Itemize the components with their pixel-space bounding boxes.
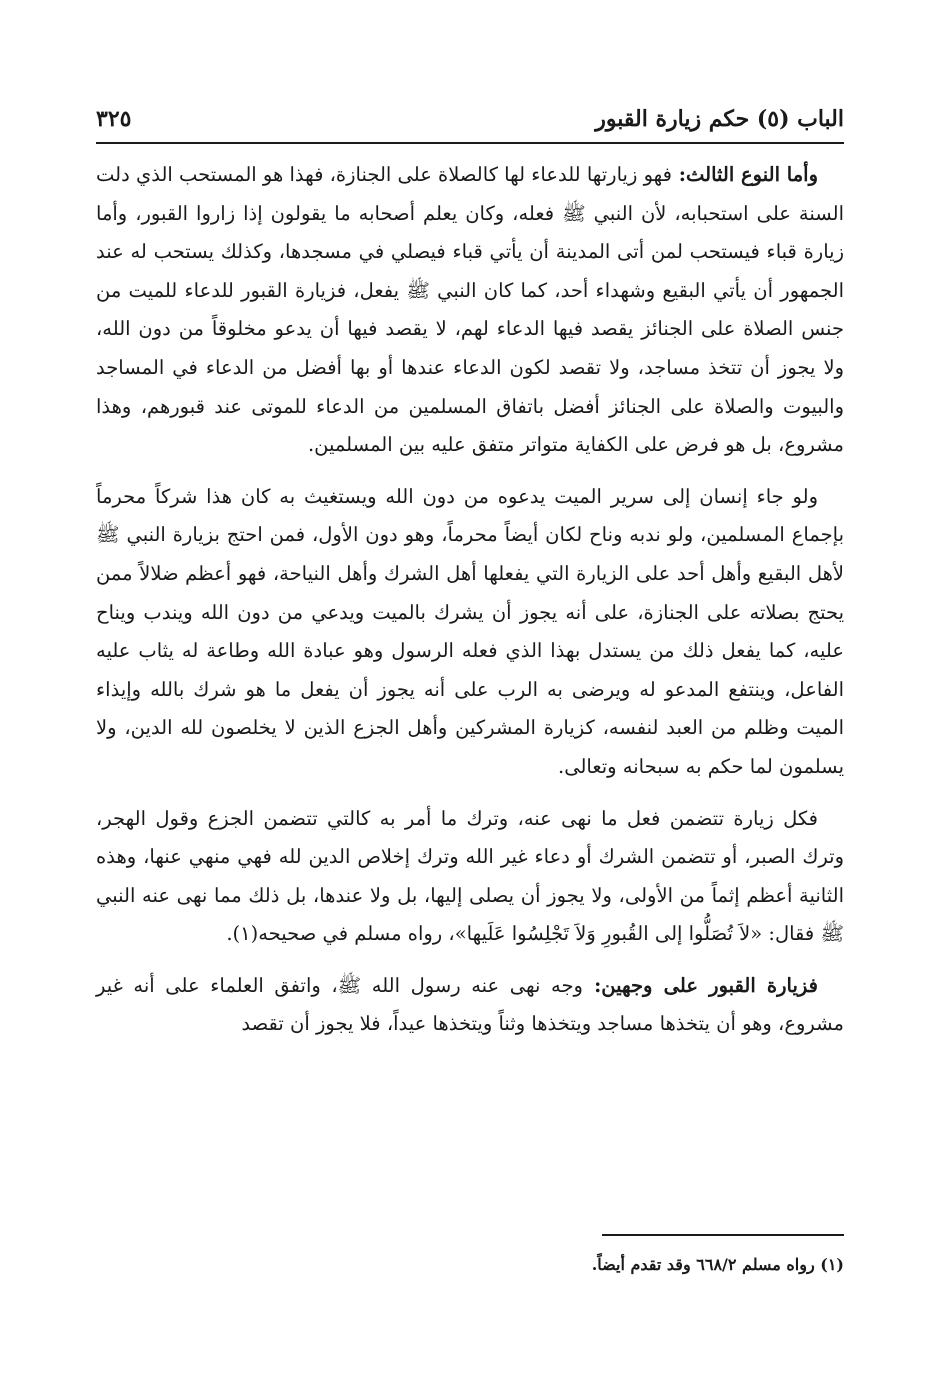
- page-number: ٣٢٥: [96, 106, 132, 132]
- chapter-title: الباب (٥) حكم زيارة القبور: [595, 106, 844, 132]
- running-head: [96, 96, 844, 132]
- paragraph-lead: وأما النوع الثالث:: [671, 163, 819, 186]
- paragraph-text: وجه نهى عنه رسول الله ﷺ، واتفق العلماء على أنه غير مشروع، وهو أن يتخذها مساجد ويتخذها وثناً ويتخذها عيداً، فلا يجوز أن تقصد: [96, 973, 844, 1036]
- body-text: [96, 156, 844, 1057]
- paragraph-text: فكل زيارة تتضمن فعل ما نهى عنه، وترك ما أمر به كالتي تتضمن الجزع وقول الهجر، وترك الصبر، أو تتضمن الشرك أو دعاء غير الله وترك إخلاص الدين لله فهي منهي عنها، وهذه الثانية أعظم إثماً من الأولى، ولا يجوز أن يصلى إليها، بل ولا عندها، بل ذلك مما نهى عنه النبي ﷺ فقال: «لاَ تُصَلُّوا إلى القُبورِ وَلاَ تَجْلِسُوا عَلَيها»، رواه مسلم في صحيحه(١).: [96, 806, 844, 946]
- paragraph-3: [96, 800, 844, 954]
- footnote-rule: [602, 1234, 844, 1236]
- paragraph-lead: فزيارة القبور على وجهين:: [582, 973, 818, 997]
- header-rule: [96, 142, 844, 144]
- paragraph-1: [96, 156, 844, 465]
- paragraph-4: [96, 967, 844, 1044]
- paragraph-text: ولو جاء إنسان إلى سرير الميت يدعوه من دون الله ويستغيث به كان هذا شركاً محرماً بإجماع المسلمين، ولو ندبه وناح لكان أيضاً محرماً، وهو دون الأول، فمن احتج بزيارة النبي ﷺ لأهل البقيع وأهل أحد على الزيارة التي يفعلها أهل الشرك وأهل النياحة، فهو أعظم ضلالاً ممن يحتج بصلاته على الجنازة، على أنه يجوز أن يشرك بالميت ويدعي من دون الله ويندب ويناح عليه، كما يفعل ذلك من يستدل بهذا الذي فعله الرسول وهو عبادة الله وطاعة له يثاب عليه الفاعل، وينتفع المدعو له ويرضى به الرب على أنه يجوز أن يفعل ما هو شرك بالله وإيذاء الميت وظلم من العبد لنفسه، كزيارة المشركين وأهل الجزع الذين لا يخلصون لله الدين، ولا يسلمون لما حكم به سبحانه وتعالى.: [96, 484, 844, 778]
- paragraph-text: فهو زيارتها للدعاء لها كالصلاة على الجنازة، فهذا هو المستحب الذي دلت السنة على استحبابه، لأن النبي ﷺ فعله، وكان يعلم أصحابه ما يقولون إذا زاروا القبور، وأما زيارة قباء فيستحب لمن أتى المدينة أن يأتي قباء فيصلي في مسجدها، وكذلك يستحب له عند الجمهور أن يأتي البقيع وشهداء أحد، كما كان النبي ﷺ يفعل، فزيارة القبور للدعاء للميت من جنس الصلاة على الجنائز يقصد فيها الدعاء لهم، لا يقصد فيها أن يدعو مخلوقاً من دون الله، ولا يجوز أن تتخذ مساجد، ولا تقصد لكون الدعاء عندها أو بها أفضل من الدعاء في المساجد والبيوت والصلاة على الجنائز أفضل باتفاق المسلمين من الدعاء للموتى عند قبورهم، وهذا مشروع، بل هو فرض على الكفاية متواتر متفق عليه بين المسلمين.: [96, 163, 844, 457]
- paragraph-2: [96, 478, 844, 787]
- footnote: (١) رواه مسلم ٦٦٨/٢ وقد تقدم أيضاً.: [591, 1255, 844, 1274]
